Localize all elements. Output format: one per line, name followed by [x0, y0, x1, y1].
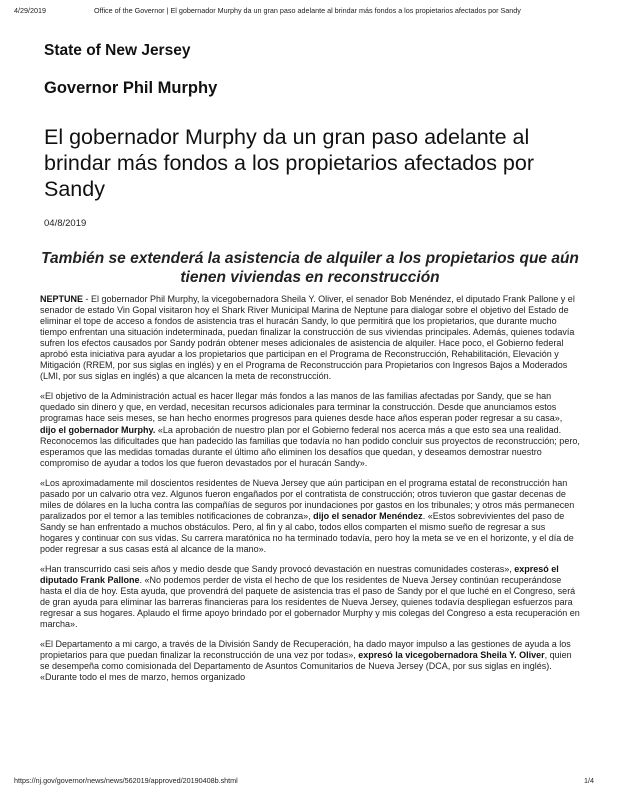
paragraph-2 [40, 391, 580, 468]
article-date: 04/8/2019 [44, 218, 87, 229]
print-title: Office of the Governor | El gobernador Murphy da un gran paso adelante al brindar más fondos a los propietarios afectados por Sandy [94, 6, 521, 15]
page-number: 1/4 [584, 776, 594, 785]
paragraph-1 [40, 294, 580, 382]
paragraph-5 [40, 639, 580, 683]
quote-text: . «No podemos perder de vista el hecho de que los residentes de Nueva Jersey continúan recuperándose hasta el día de hoy. Esta ayuda, que provendrá del paquete de asistencia tras el paso de Sandy por el que luché en el Congreso, será de gran ayuda para eliminar las barreras financieras para los residentes de Nueva Jersey, quienes todavía despliegan esfuerzos para regresar a sus hogares. Aplaudo el firme apoyo brindado por el gobernador Murphy y mis colegas del Congreso a esta recuperación en marcha». [40, 575, 580, 630]
quote-text: «Los aproximadamente mil doscientos residentes de Nueva Jersey que aún participan en el programa estatal de reconstrucción han pasado por un calvario otra vez. Algunos fueron engañados por el contratista de construcción; otros tuvieron que gastar decenas de miles de dólares en la lucha contra las compañías de seguros por inundaciones por gastos en los tribunales; y otros más permanecen paralizados por el temor a las temibles notificaciones de cobranza», [40, 477, 575, 521]
article-headline: El gobernador Murphy da un gran paso adelante al brindar más fondos a los propietarios afectados por Sandy [44, 125, 534, 201]
page-url: https://nj.gov/governor/news/news/562019/approved/20190408b.shtml [14, 776, 238, 785]
quote-text: «La aprobación de nuestro plan por el Gobierno federal nos acerca más a que esto sea una realidad. Reconocemos las dificultades que han padecido las familias que todavía no han podido concluir sus proyectos de reconstrucción; pero, esperamos que las medidas tomadas durante el último año eliminen los desafíos que quedan, y deseamos demostrar nuestro compromiso de ayudar a todos los que fueron devastados por el huracán Sandy». [40, 424, 580, 468]
quote-text: «Han transcurrido casi seis años y medio desde que Sandy provocó devastación en nuestras comunidades costeras», [40, 564, 512, 575]
quote-text: , quien se desempeña como comisionada del Departamento de Asuntos Comunitarios de Nueva Jersey (DCA, por sus siglas en inglés). «Durante todo el mes de marzo, hemos organizado [40, 650, 572, 683]
site-office-name[interactable]: Governor Phil Murphy [44, 79, 218, 97]
article-subheadline: También se extenderá la asistencia de alquiler a los propietarios que aún tienen viviendas en reconstrucción [41, 250, 579, 286]
attribution: expresó el diputado Frank Pallone [40, 564, 559, 586]
attribution: expresó la vicegobernadora Sheila Y. Oliver [355, 650, 545, 661]
attribution: dijo el gobernador Murphy. [40, 424, 156, 435]
paragraph-4 [40, 564, 580, 630]
dateline: NEPTUNE [40, 294, 84, 304]
paragraph-3 [40, 478, 580, 555]
paragraph-text: - El gobernador Phil Murphy, la vicegobernadora Sheila Y. Oliver, el senador Bob Menéndez, el diputado Frank Pallone y el senador de estado Vin Gopal visitaron hoy el Shark River Municipal Marina de Neptune para dialogar sobre el objetivo del Estado de eliminar el tope de acceso a fondos de asistencia tras el huracán Sandy, lo que permitirá que los propietarios, que durante mucho tiempo enfrentan una situación indeterminada, puedan finalizar la construcción de sus viviendas principales. Además, quienes todavía sufren los efectos causados por Sandy podrán obtener meses adicionales de asistencia de alquiler. Hace poco, el Gobierno federal aprobó esta iniciativa para ayudar a los propietarios que participan en el Programa de Reconstrucción, Rehabilitación, Elevación y Mitigación (RREM, por sus siglas en inglés) y en el Programa de Reconstrucción para Propietarios con Ingresos Bajos a Moderados (LMI, por sus siglas en inglés) a que alcancen la meta de reconstrucción. [40, 294, 575, 382]
site-state-name[interactable]: State of New Jersey [44, 42, 191, 59]
print-header [14, 6, 604, 20]
quote-text: . «Estos sobrevivientes del paso de Sandy se han enfrentado a muchos obstáculos. Pero, al fin y al cabo, todos ellos comparten el mismo sueño de regresar a sus hogares y continuar con sus vidas. Su carrera maratónica no ha terminado todavía, pero hoy la meta se ve en el horizonte, y el día de poder regresar a sus casas está al alcance de la mano». [40, 510, 574, 554]
quote-text: «El Departamento a mi cargo, a través de la División Sandy de Recuperación, ha dado mayor impulso a las gestiones de ayuda a los propietarios para que puedan finalizar la reconstrucción de una vez por todas», [40, 639, 571, 661]
article-body [40, 294, 580, 693]
print-date: 4/29/2019 [14, 6, 46, 15]
attribution: dijo el senador Menéndez [310, 510, 423, 521]
quote-text: «El objetivo de la Administración actual es hacer llegar más fondos a las manos de las familias afectadas por Sandy, que se han quedado sin dinero y que, en verdad, necesitan recursos adicionales para terminar la construcción. Desde que anunciamos estos programas hace seis meses, se han hecho enormes progresos para quienes desde hace años esperan poder regresar a su casa», [40, 391, 563, 424]
